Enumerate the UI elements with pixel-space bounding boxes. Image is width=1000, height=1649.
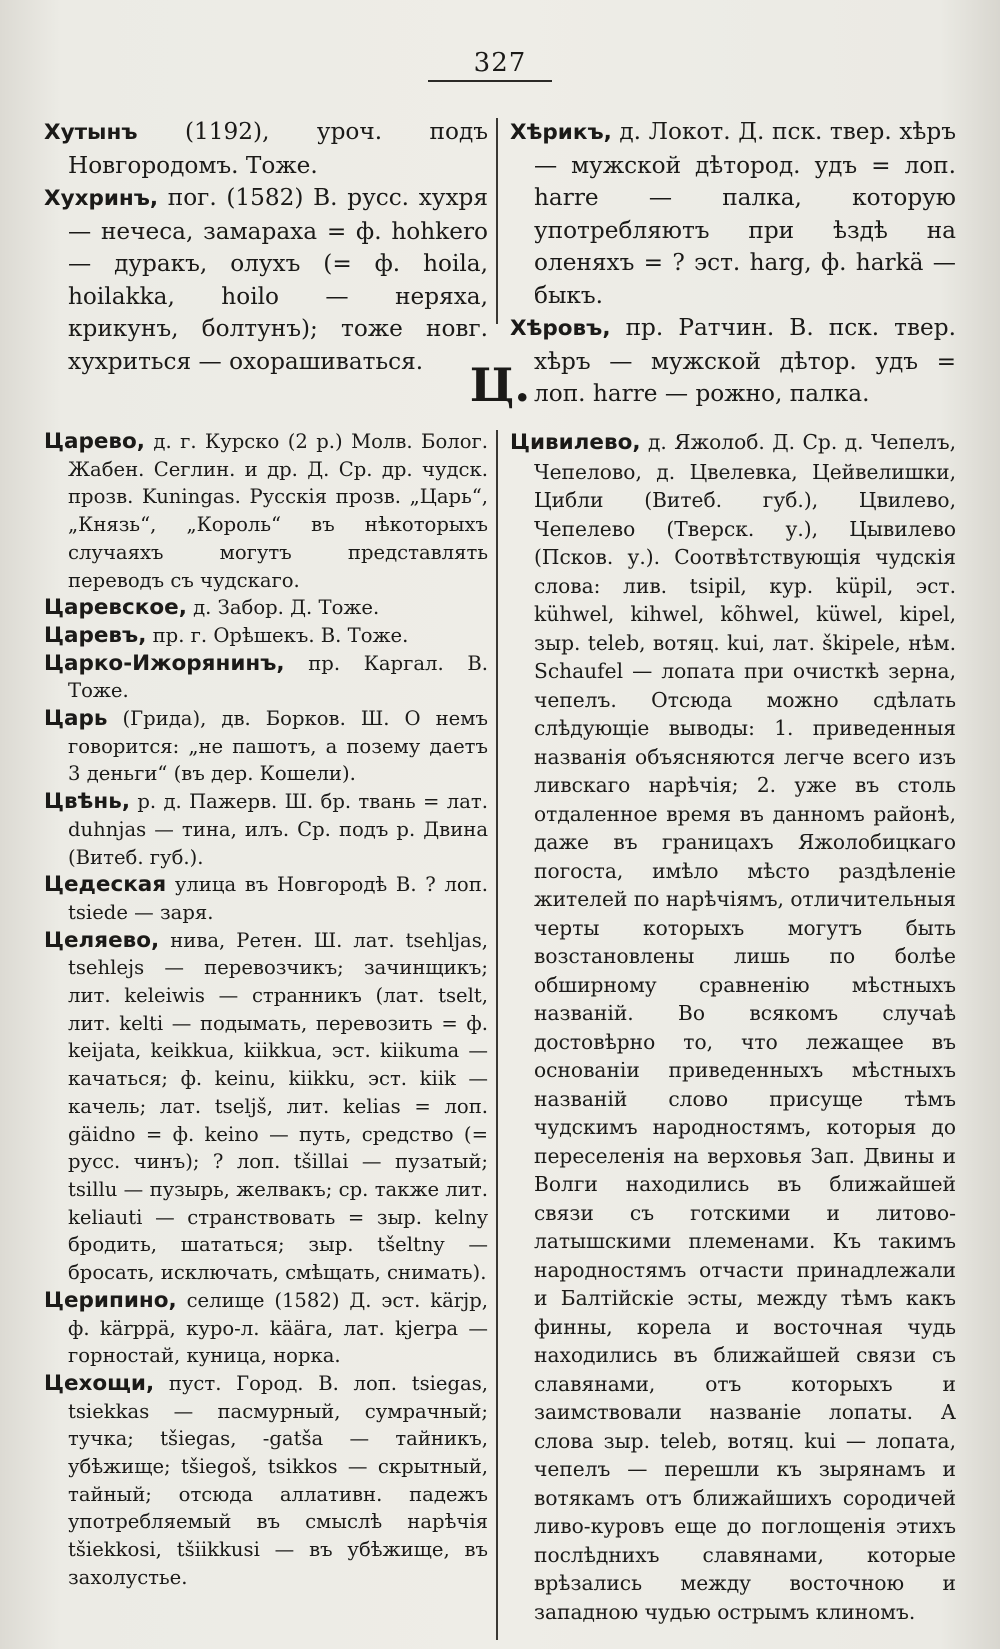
entry-headword: Царево, [44,429,145,454]
entry-text: д. Забор. Д. Тоже. [186,596,380,620]
dictionary-entry [44,788,488,871]
dictionary-entry [44,1370,488,1592]
section-letter-heading: Ц. [469,358,531,412]
entry-text: пр. Каргал. В. Тоже. [68,651,488,703]
entry-headword: Хѣрикъ, [510,120,612,145]
dictionary-entry [44,705,488,788]
dictionary-entry [510,116,956,312]
dictionary-entry [44,622,488,650]
dictionary-entry [44,428,488,594]
entry-text: д. Локот. Д. пск. твер. хѣръ — мужской дѣтород. удъ = лоп. harre — палка, которую употребляютъ при ѣздѣ на оленяхъ = ? эст. harg, ф. harkä — быкъ. [534,118,956,309]
dictionary-entry [44,182,488,378]
dictionary-entry [44,927,488,1287]
dictionary-entry [510,428,956,1626]
entry-headword: Цивилево, [510,430,641,455]
entry-headword: Хѣровъ, [510,316,611,341]
entry-headword: Цвѣнь, [44,789,130,815]
top-left-column [44,116,488,378]
column-divider-top [496,118,498,324]
bottom-left-column [44,428,488,1592]
entry-headword: Царевъ, [44,622,147,648]
entry-text: пог. (1582) В. русс. хухря — нечеса, замараха = ф. hohkero — дуракъ, олухъ (= ф. hoila, hoilakka, hoilo — неряха, крикунъ, болтунъ); тоже новг. хухриться — охорашиваться. [68,184,488,375]
entry-text: р. д. Пажерв. Ш. бр. твань = лат. duhnjas — тина, илъ. Ср. подъ р. Двина (Витеб. губ.). [68,790,488,869]
top-right-column [510,116,956,411]
entry-text: улица въ Новгородѣ В. ? лоп. tsiede — заря. [68,873,488,924]
dictionary-entry [510,312,956,411]
dictionary-entry [44,594,488,622]
entry-headword: Царевское, [44,595,187,621]
dictionary-entry [44,116,488,182]
entry-headword: Цедеская [44,872,167,898]
bottom-right-column [510,428,956,1626]
entry-headword: Целяево, [44,927,160,953]
entry-headword: Хухринъ, [44,186,159,211]
entry-text: пуст. Город. В. лоп. tsiegas, tsiekkas — пасмурный, сумрачный; тучка; tšiegas, -gatša — тайникъ, убѣжище; tšiegoš, tsikkos — скрытный, тайный; отсюда аллативн. падежъ употребляемый въ смыслѣ нарѣчія tšiekkosi, tšiikkusi — въ убѣжище, въ захолустье. [68,1371,488,1589]
entry-text: нива, Ретен. Ш. лат. tsehljas, tsehlejs — перевозчикъ; зачинщикъ; лит. keleiwis — странникъ (лат. tselt, лит. kelti — подымать, перевозить = ф. keijata, keikkua, kiikkua, эст. kiikuma — качаться; ф. keinu, kiikku, эст. kiik — качель; лат. tseljš, лит. kelias = лоп. gäidno = ф. keino — путь, средство (= русс. чинъ); ? лоп. tšillai — пузатый; tsillu — пузырь, желвакъ; ср. также лит. keliauti — странствовать = зыр. kelny бродить, шататься; зыр. tšeltny — бросать, исключать, смѣщать, снимать). [68,928,488,1285]
dictionary-entry [44,1287,488,1370]
entry-text: селище (1582) Д. эст. kärjp, ф. kärppä, куро-л. kääгa, лат. kjerpa — горностай, куница, норка. [68,1288,488,1368]
page-number: 327 [473,48,527,78]
page-number-rule [428,80,552,82]
entry-text: (Грида), дв. Борков. Ш. О немъ говорится: „не пашотъ, а позему даетъ 3 деньги“ (въ дер. Кошели). [68,707,488,786]
entry-headword: Цехощи, [44,1370,155,1396]
entry-headword: Хутынъ [44,120,138,145]
dictionary-entry [44,871,488,926]
entry-text: пр. Ратчин. В. пск. твер. хѣръ — мужской дѣтор. удъ = лоп. harre — рожно, палка. [534,314,956,407]
entry-text: д. г. Курско (2 р.) Молв. Болог. Жабен. Сеглин. и др. Д. Ср. др. чудск. прозв. Kuningas. Русскія прозв. „Царь“, „Князь“, „Король“ въ нѣкоторыхъ случаяхъ могутъ представлять переводъ съ чудскаго. [68,430,488,592]
entry-text: д. Яжолоб. Д. Ср. д. Чепелъ, Чепелово, д. Цвелевка, Цейвелишки, Цибли (Витеб. губ.), Цвилево, Чепелево (Тверск. у.), Цывилево (Псков. у.). Соотвѣтствующія чудскія слова: лив. tsipil, кур. küpil, эст. kühwel, kihwel, kõhwel, küwel, kipel, зыр. teleb, вотяц. kui, лат. škipele, нѣм. Schaufel — лопата при очисткѣ зерна, чепелъ. Отсюда можно сдѣлать слѣдующіе выводы: 1. приведенныя названія объясняются легче всего изъ ливскаго нарѣчія; 2. уже въ столь отдаленное время въ данномъ районѣ, даже въ границахъ Яжолобицкаго погоста, имѣло мѣсто раздѣленіе жителей по нарѣчіямъ, отличительныя черты которыхъ могутъ быть возстановлены лишь по болѣе обширному сравненію мѣстныхъ названій. Во всякомъ случаѣ достовѣрно то, что лежащее въ основаніи приведенныхъ мѣстныхъ названій слово присуще тѣмъ чудскимъ народностямъ, которыя до переселенія на верховья Зап. Двины и Волги находились въ ближайшей связи съ готскими и литово-латышскими племенами. Къ такимъ народностямъ отчасти принадлежали и Балтійскіе эсты, между тѣмъ какъ финны, корела и восточная чудь находились въ ближайшей связи съ славянами, отъ которыхъ и заимствовали названіе лопаты. А слова зыр. teleb, вотяц. kui — лопата, чепелъ — перешли къ зырянамъ и вотякамъ отъ ближайшихъ сородичей ливо-куровъ еще до поглощенія этихъ послѣднихъ славянами, которые врѣзались между восточною и западною чудью острымъ клиномъ. [534,430,956,1624]
entry-text: пр. г. Орѣшекъ. В. Тоже. [146,623,409,647]
entry-text: (1192), уроч. подъ Новгородомъ. Тоже. [68,118,488,179]
dictionary-entry [44,650,488,705]
entry-headword: Церипино, [44,1287,177,1313]
entry-headword: Царь [44,706,108,732]
column-divider-bottom [496,430,498,1640]
entry-headword: Царко-Ижорянинъ, [44,650,285,676]
